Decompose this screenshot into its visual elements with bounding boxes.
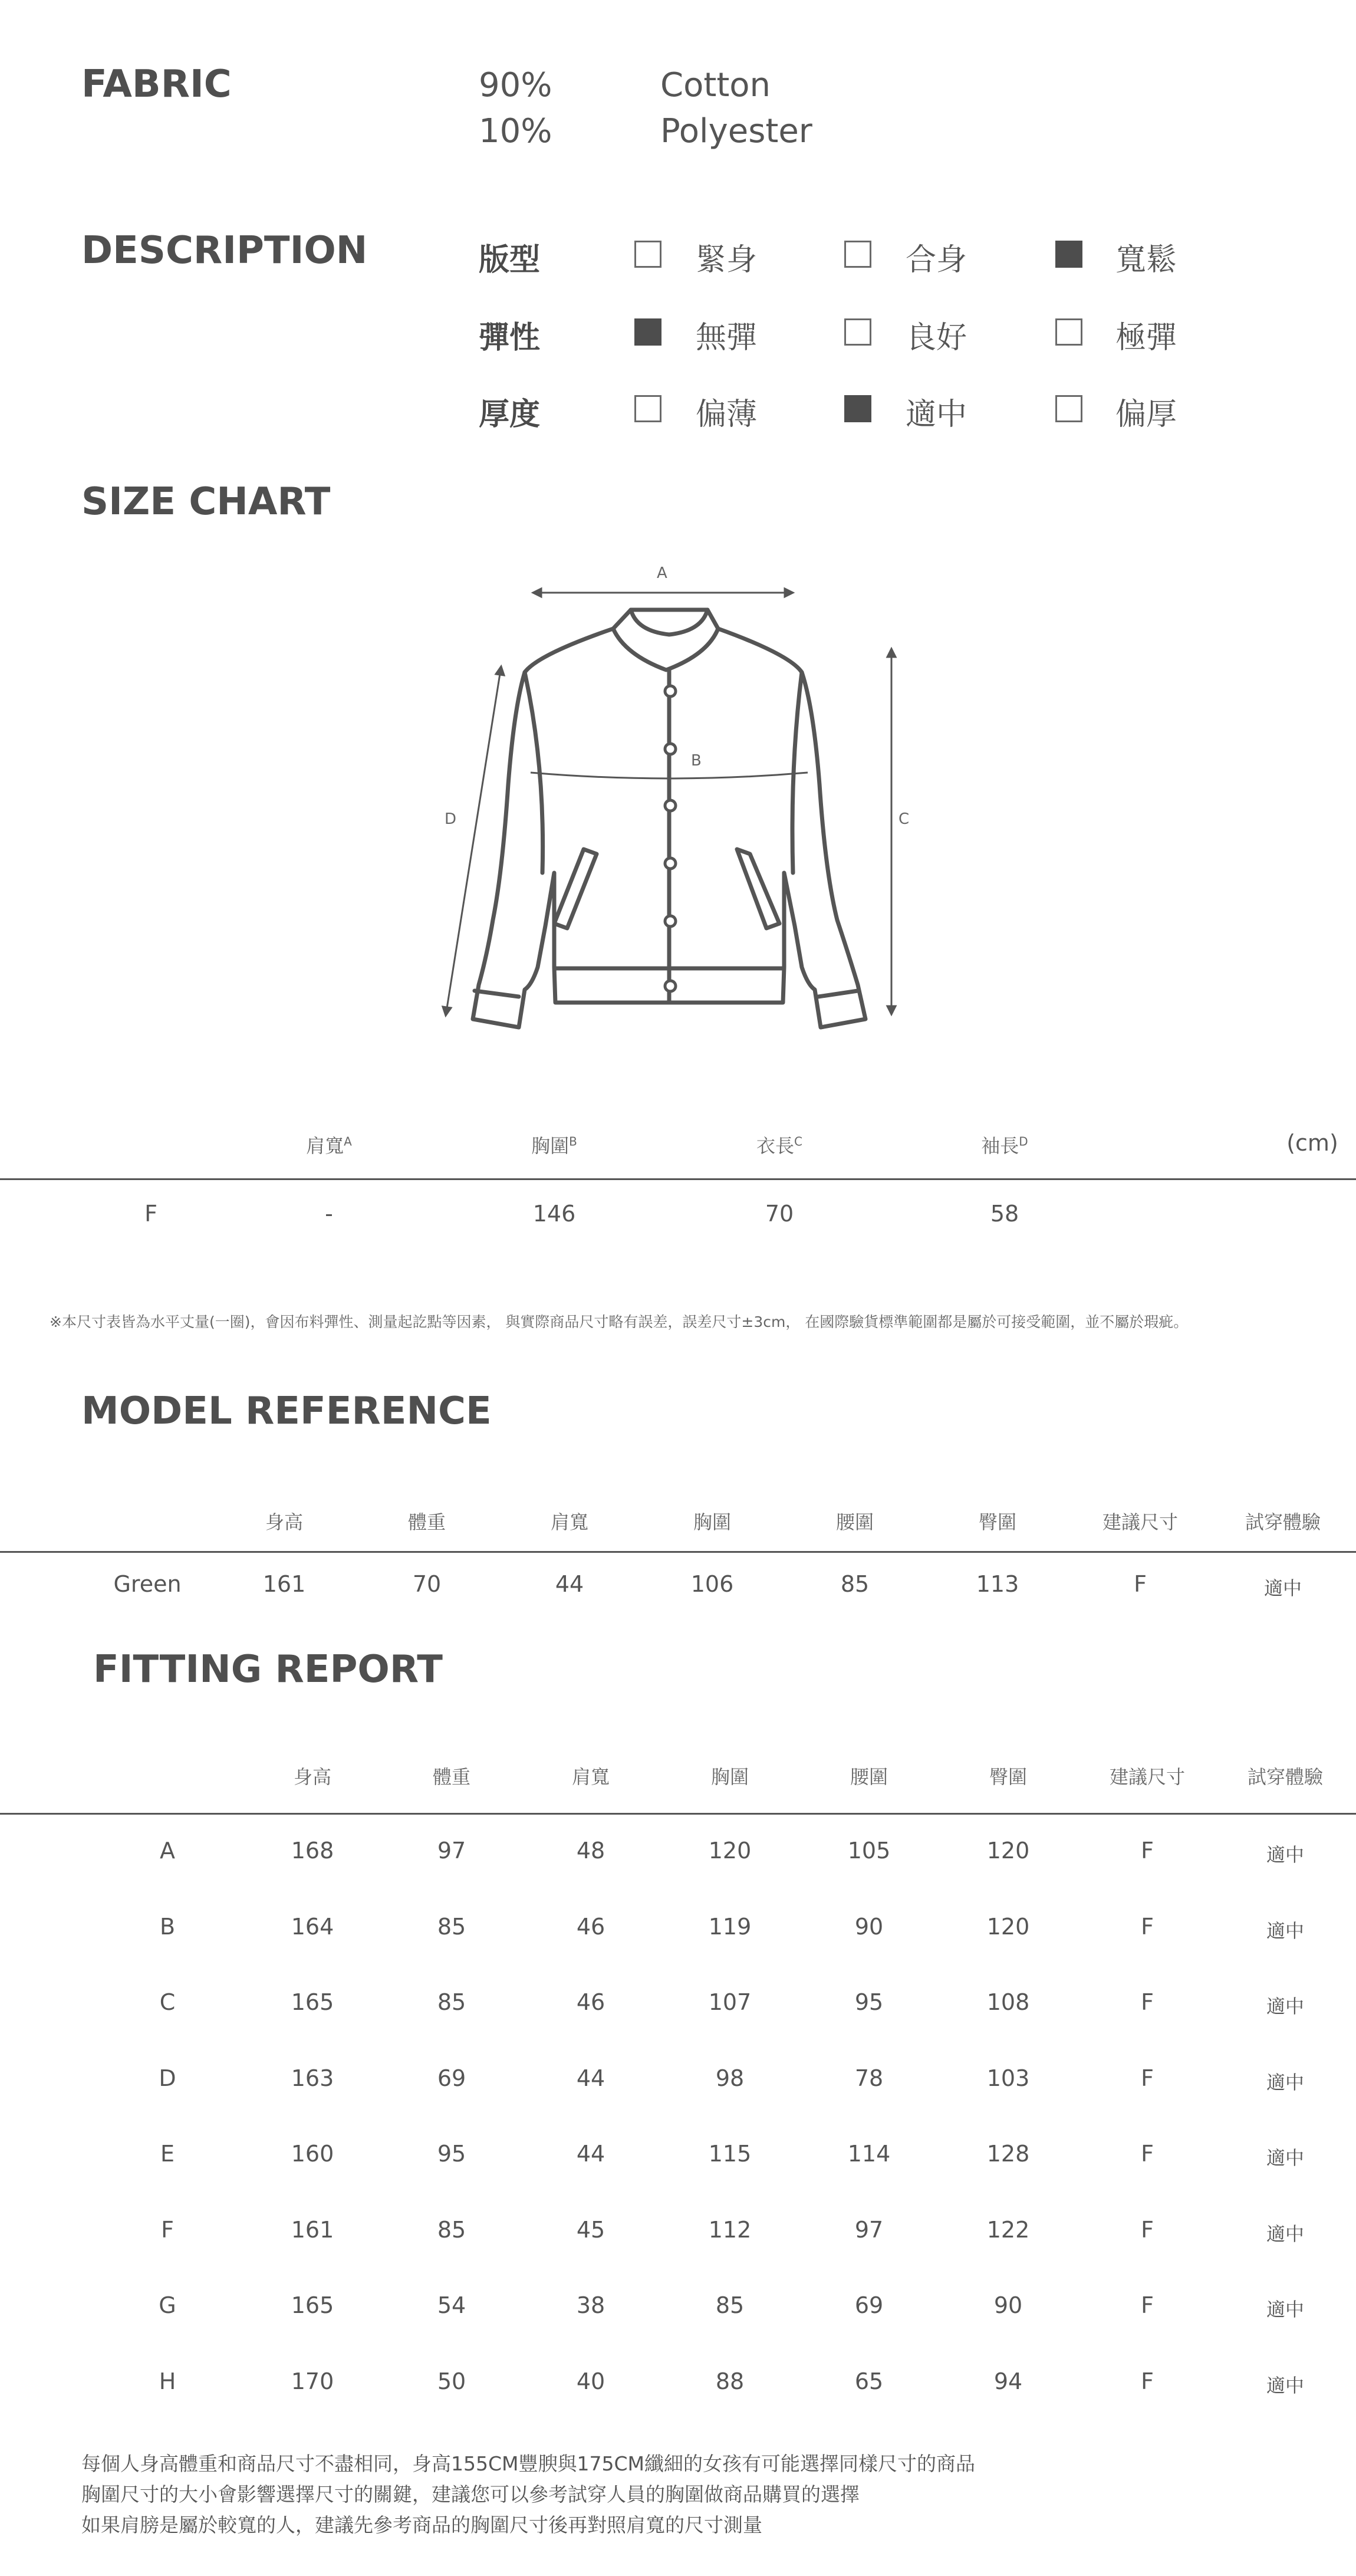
fitting-cell: 適中 xyxy=(1266,2298,1305,2321)
fitting-cell: 103 xyxy=(986,2065,1030,2091)
footer-line-1: 每個人身高體重和商品尺寸不盡相同，身高155CM豐腴與175CM纖細的女孩有可能選擇同樣尺寸的商品 xyxy=(81,2452,976,2475)
model-cell: 70 xyxy=(412,1571,442,1597)
fitting-cell: F xyxy=(1141,1913,1154,1940)
model-name: Green xyxy=(113,1571,182,1597)
fitting-cell: 40 xyxy=(576,2368,605,2394)
fitting-cell: F xyxy=(1141,2292,1154,2318)
size-header-text: 肩寬 xyxy=(306,1135,344,1157)
fitting-row-label: B xyxy=(159,1913,176,1940)
fitting-header: 臀圍 xyxy=(989,1766,1028,1788)
fitting-cell: 98 xyxy=(715,2065,745,2091)
diagram-label-c: C xyxy=(898,810,910,828)
option-label: 偏薄 xyxy=(696,397,758,432)
fitting-cell: 160 xyxy=(291,2141,334,2167)
fabric-title: FABRIC xyxy=(81,63,232,106)
fitting-cell: 95 xyxy=(437,2141,466,2167)
fabric-material-2: Polyester xyxy=(660,112,812,150)
fitting-cell: F xyxy=(1141,2216,1154,2243)
fitting-cell: 165 xyxy=(291,1989,334,2015)
fitting-cell: 120 xyxy=(986,1913,1030,1940)
fitting-cell: 88 xyxy=(715,2368,745,2394)
option-label: 無彈 xyxy=(696,320,758,356)
fitting-cell: 78 xyxy=(854,2065,884,2091)
fitting-cell: 44 xyxy=(576,2141,605,2167)
model-cell: 113 xyxy=(976,1571,1019,1597)
fitting-cell: 適中 xyxy=(1266,1844,1305,1866)
size-header-sup: B xyxy=(569,1134,577,1149)
model-header: 腰圍 xyxy=(835,1511,874,1533)
fitting-cell: F xyxy=(1141,2141,1154,2167)
option-checkbox xyxy=(1055,241,1082,268)
model-cell: 適中 xyxy=(1263,1577,1302,1599)
model-cell: 85 xyxy=(840,1571,870,1597)
fitting-header: 體重 xyxy=(432,1766,471,1788)
description-label: 厚度 xyxy=(479,397,541,432)
fitting-cell: 50 xyxy=(437,2368,466,2394)
fitting-header: 肩寬 xyxy=(571,1766,610,1788)
option-label: 合身 xyxy=(906,242,967,278)
option-label: 適中 xyxy=(906,397,967,432)
button-2 xyxy=(665,744,676,754)
fitting-header: 身高 xyxy=(293,1766,332,1788)
button-5 xyxy=(665,916,676,926)
fitting-cell: 適中 xyxy=(1266,2374,1305,2397)
model-header: 試穿體驗 xyxy=(1245,1511,1321,1533)
fitting-cell: 85 xyxy=(715,2292,745,2318)
fitting-cell: 46 xyxy=(576,1913,605,1940)
size-table-rule xyxy=(0,1178,1356,1180)
fitting-cell: 168 xyxy=(291,1838,334,1864)
fitting-row-label: D xyxy=(159,2065,176,2091)
fitting-cell: 48 xyxy=(576,1838,605,1864)
size-header-sup: C xyxy=(794,1134,802,1149)
fitting-cell: 90 xyxy=(993,2292,1023,2318)
jacket-diagram xyxy=(424,554,932,1044)
fabric-material-1: Cotton xyxy=(660,66,771,104)
fitting-cell: 適中 xyxy=(1266,2071,1305,2094)
option-checkbox xyxy=(844,241,871,268)
fitting-cell: F xyxy=(1141,1989,1154,2015)
fitting-row-label: G xyxy=(159,2292,176,2318)
option-label: 極彈 xyxy=(1115,320,1177,356)
fitting-cell: 65 xyxy=(854,2368,884,2394)
fitting-cell: 90 xyxy=(854,1913,884,1940)
size-header-text: 袖長 xyxy=(981,1135,1019,1157)
fitting-cell: 165 xyxy=(291,2292,334,2318)
size-header-sup: D xyxy=(1019,1134,1028,1149)
fitting-header: 胸圍 xyxy=(710,1766,749,1788)
fitting-cell: 112 xyxy=(708,2216,752,2243)
button-1 xyxy=(665,686,676,696)
size-header xyxy=(531,1131,577,1158)
option-checkbox xyxy=(634,395,661,422)
fitting-row-label: E xyxy=(160,2141,175,2167)
description-label: 彈性 xyxy=(479,320,541,356)
fitting-cell: 107 xyxy=(708,1989,752,2015)
fitting-cell: 97 xyxy=(437,1838,466,1864)
fitting-cell: 114 xyxy=(847,2141,891,2167)
fitting-cell: 108 xyxy=(986,1989,1030,2015)
size-header xyxy=(306,1131,352,1158)
diagram-label-d: D xyxy=(445,810,457,828)
fitting-row-label: H xyxy=(159,2368,176,2394)
size-header xyxy=(756,1131,802,1158)
fitting-cell: 54 xyxy=(437,2292,466,2318)
fitting-cell: 85 xyxy=(437,1989,466,2015)
fitting-cell: 44 xyxy=(576,2065,605,2091)
footer-line-3: 如果肩膀是屬於較寬的人，建議先參考商品的胸圍尺寸後再對照肩寬的尺寸測量 xyxy=(81,2513,762,2536)
fabric-pct-2: 10% xyxy=(479,112,552,150)
fitting-cell: F xyxy=(1141,2065,1154,2091)
fitting-cell: 38 xyxy=(576,2292,605,2318)
fitting-header: 建議尺寸 xyxy=(1109,1766,1186,1788)
fitting-cell: 85 xyxy=(437,1913,466,1940)
fitting-cell: 95 xyxy=(854,1989,884,2015)
fitting-cell: 161 xyxy=(291,2216,334,2243)
fitting-cell: 94 xyxy=(993,2368,1023,2394)
option-label: 寬鬆 xyxy=(1115,242,1177,278)
fitting-report-title: FITTING REPORT xyxy=(93,1648,443,1691)
fabric-pct-1: 90% xyxy=(479,66,552,104)
fitting-cell: 122 xyxy=(986,2216,1030,2243)
fitting-row-label: A xyxy=(160,1838,175,1864)
option-checkbox xyxy=(1055,318,1082,346)
size-unit: (cm) xyxy=(1286,1130,1338,1156)
size-note: ※本尺寸表皆為水平丈量(一圈)，會因布料彈性、測量起訖點等因素， 與實際商品尺寸略有誤差，誤差尺寸±3cm， 在國際驗貨標準範圍都是屬於可接受範圍，並不屬於瑕疵。 xyxy=(50,1313,1189,1330)
model-header: 身高 xyxy=(265,1511,304,1533)
model-reference-title: MODEL REFERENCE xyxy=(81,1389,492,1433)
model-header: 肩寬 xyxy=(550,1511,589,1533)
fitting-cell: 85 xyxy=(437,2216,466,2243)
button-6 xyxy=(665,981,676,991)
size-header xyxy=(981,1131,1028,1158)
description-label: 版型 xyxy=(479,242,541,278)
footer-line-2: 胸圍尺寸的大小會影響選擇尺寸的關鍵，建議您可以參考試穿人員的胸圍做商品購買的選擇 xyxy=(81,2483,860,2506)
fitting-cell: 164 xyxy=(291,1913,334,1940)
option-checkbox xyxy=(844,395,871,422)
fitting-cell: 170 xyxy=(291,2368,334,2394)
model-header: 胸圍 xyxy=(693,1511,732,1533)
fitting-cell: F xyxy=(1141,2368,1154,2394)
fitting-cell: 120 xyxy=(986,1838,1030,1864)
size-cell: 70 xyxy=(765,1201,794,1227)
fitting-cell: 46 xyxy=(576,1989,605,2015)
button-4 xyxy=(665,858,676,869)
model-cell: 161 xyxy=(262,1571,306,1597)
fitting-header: 試穿體驗 xyxy=(1247,1766,1324,1788)
fitting-cell: 115 xyxy=(708,2141,752,2167)
fitting-cell: 119 xyxy=(708,1913,752,1940)
fitting-cell: 適中 xyxy=(1266,2147,1305,2169)
fitting-cell: 120 xyxy=(708,1838,752,1864)
option-checkbox xyxy=(1055,395,1082,422)
option-label: 偏厚 xyxy=(1115,397,1177,432)
fitting-cell: 163 xyxy=(291,2065,334,2091)
fitting-header: 腰圍 xyxy=(850,1766,888,1788)
fitting-cell: 適中 xyxy=(1266,2222,1305,2245)
size-cell: - xyxy=(325,1201,333,1227)
diagram-label-b: B xyxy=(691,752,702,770)
fitting-row-label: F xyxy=(161,2216,174,2243)
button-3 xyxy=(665,800,676,811)
fitting-cell: 97 xyxy=(854,2216,884,2243)
fitting-cell: 69 xyxy=(437,2065,466,2091)
model-header: 臀圍 xyxy=(978,1511,1017,1533)
fitting-cell: 45 xyxy=(576,2216,605,2243)
model-cell: F xyxy=(1134,1571,1147,1597)
option-checkbox xyxy=(634,241,661,268)
option-label: 良好 xyxy=(906,320,967,356)
model-cell: 106 xyxy=(690,1571,734,1597)
option-label: 緊身 xyxy=(696,242,758,278)
size-row-label: F xyxy=(144,1201,157,1227)
model-cell: 44 xyxy=(555,1571,584,1597)
size-header-text: 衣長 xyxy=(756,1135,795,1157)
fitting-cell: 105 xyxy=(847,1838,891,1864)
option-checkbox xyxy=(634,318,661,346)
description-title: DESCRIPTION xyxy=(81,229,368,272)
option-checkbox xyxy=(844,318,871,346)
size-cell: 58 xyxy=(990,1201,1019,1227)
fitting-cell: F xyxy=(1141,1838,1154,1864)
model-header: 建議尺寸 xyxy=(1102,1511,1179,1533)
size-chart-title: SIZE CHART xyxy=(81,480,331,524)
model-header: 體重 xyxy=(407,1511,446,1533)
size-header-text: 胸圍 xyxy=(531,1135,570,1157)
fitting-table-rule xyxy=(0,1813,1356,1815)
fitting-cell: 69 xyxy=(854,2292,884,2318)
fitting-row-label: C xyxy=(159,1989,176,2015)
size-cell: 146 xyxy=(532,1201,576,1227)
size-header-sup: A xyxy=(344,1134,352,1149)
fitting-cell: 適中 xyxy=(1266,1919,1305,1942)
fitting-cell: 128 xyxy=(986,2141,1030,2167)
model-table-rule xyxy=(0,1551,1356,1553)
fitting-cell: 適中 xyxy=(1266,1995,1305,2018)
diagram-label-a: A xyxy=(657,564,667,582)
